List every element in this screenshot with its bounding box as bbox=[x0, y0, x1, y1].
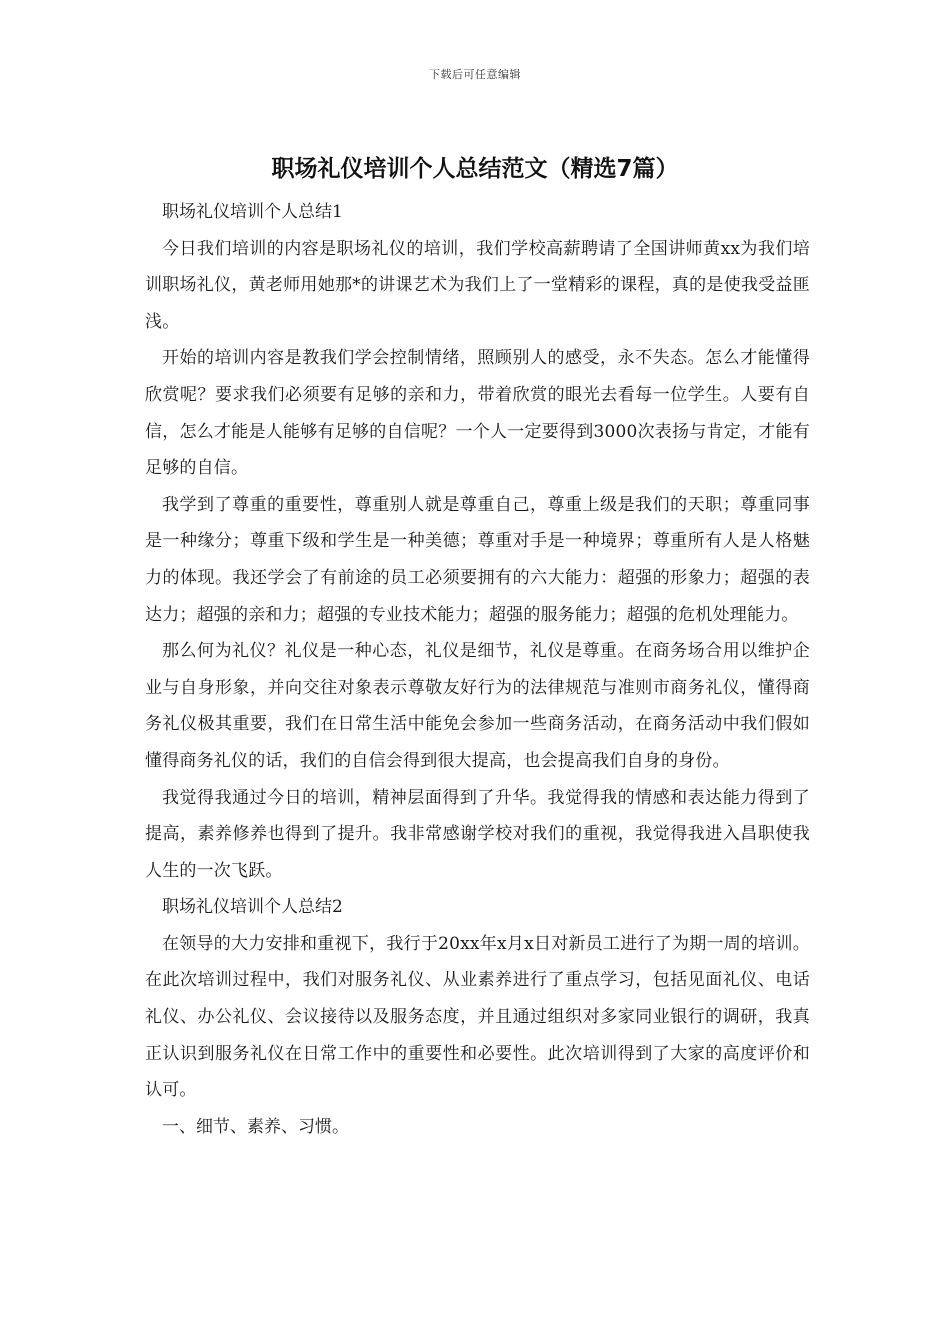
document-title: 职场礼仪培训个人总结范文（精选7篇） bbox=[271, 156, 679, 182]
paragraph: 我学到了尊重的重要性，尊重别人就是尊重自己，尊重上级是我们的天职；尊重同事是一种缘分；尊重下级和学生是一种美德；尊重对手是一种境界；尊重所有人是人格魅力的体现。我还学会了有前途的员工必须要拥有的六大能力：超强的形象力；超强的表达力；超强的亲和力；超强的专业技术能力；超强的服务能力；超强的危机处理能力。 bbox=[145, 494, 810, 625]
paragraph: 我觉得我通过今日的培训，精神层面得到了升华。我觉得我的情感和表达能力得到了提高，素养修养也得到了提升。我非常感谢学校对我们的重视，我觉得我进入昌职使我人生的一次飞跃。 bbox=[145, 787, 810, 881]
paragraph: 开始的培训内容是教我们学会控制情绪，照顾别人的感受，永不失态。怎么才能懂得欣赏呢？要求我们必须要有足够的亲和力，带着欣赏的眼光去看每一位学生。人要有自信，怎么才能是人能够有足够的自信呢？一个人一定要得到3000次表扬与肯定，才能有足够的自信。 bbox=[145, 348, 810, 479]
subsection-heading: 一、细节、素养、习惯。 bbox=[162, 1116, 349, 1137]
header-note: 下载后可任意编辑 bbox=[429, 68, 521, 81]
document-body bbox=[145, 194, 810, 1145]
paragraph: 在领导的大力安排和重视下，我行于20xx年x月x日对新员工进行了为期一周的培训。在此次培训过程中，我们对服务礼仪、从业素养进行了重点学习，包括见面礼仪、电话礼仪、办公礼仪、会议接待以及服务态度，并且通过组织对多家同业银行的调研，我真正认识到服务礼仪在日常工作中的重要性和必要性。此次培训得到了大家的高度评价和认可。 bbox=[145, 933, 810, 1101]
paragraph: 那么何为礼仪？礼仪是一种心态，礼仪是细节，礼仪是尊重。在商务场合用以维护企业与自身形象，并向交往对象表示尊敬友好行为的法律规范与准则市商务礼仪，懂得商务礼仪极其重要，我们在日常生活中能免会参加一些商务活动，在商务活动中我们假如懂得商务礼仪的话，我们的自信会得到很大提高，也会提高我们自身的身份。 bbox=[145, 641, 810, 771]
section-heading: 职场礼仪培训个人总结1 bbox=[162, 202, 343, 222]
paragraph: 今日我们培训的内容是职场礼仪的培训，我们学校高薪聘请了全国讲师黄xx为我们培训职场礼仪，黄老师用她那*的讲课艺术为我们上了一堂精彩的课程，真的是使我受益匪浅。 bbox=[145, 238, 810, 332]
section-heading: 职场礼仪培训个人总结2 bbox=[162, 897, 343, 918]
